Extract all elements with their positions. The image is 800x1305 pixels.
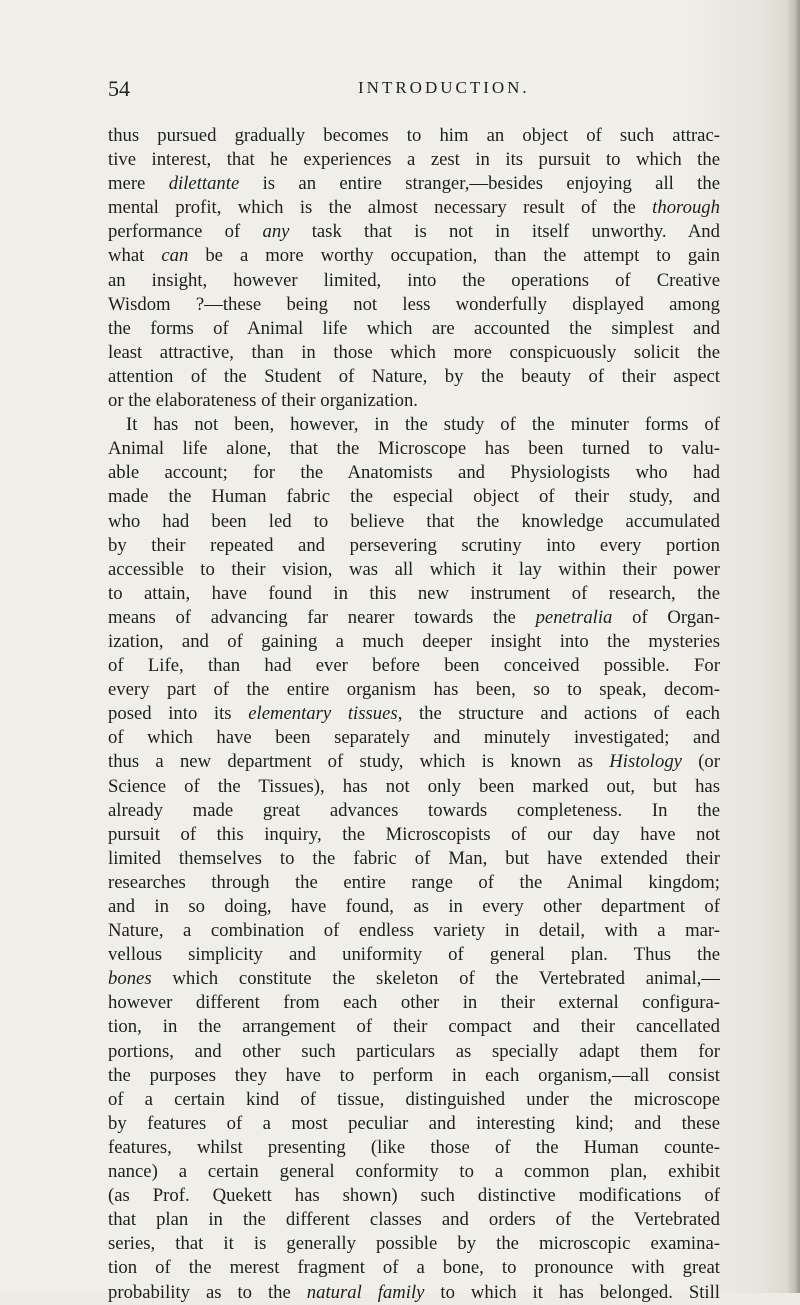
text-line <box>108 124 720 148</box>
text-run: mere <box>108 173 169 195</box>
italic-text: natural family <box>306 1281 425 1303</box>
text-line <box>108 582 720 606</box>
text-run: means of advancing far nearer towards the <box>108 606 536 628</box>
text-run: be a more worthy occupation, than the attempt to gain <box>188 245 720 267</box>
text-run: ization, and of gaining a much deeper insight into the mysteries <box>108 630 720 652</box>
text-run: by features of a most peculiar and interesting kind; and these <box>108 1112 720 1134</box>
text-run: tion, in the arrangement of their compact and their cancellated <box>108 1016 720 1038</box>
text-line <box>108 1136 720 1160</box>
text-line <box>108 943 720 967</box>
text-run: made the Human fabric the especial object of their study, and <box>108 486 720 508</box>
text-line <box>108 678 720 702</box>
text-run: of which have been separately and minutely investigated; and <box>108 727 720 749</box>
text-line <box>108 823 720 847</box>
text-run: to attain, have found in this new instrument of research, the <box>108 582 720 604</box>
text-line <box>108 413 720 437</box>
text-line <box>108 1208 720 1232</box>
italic-text: bones <box>108 968 152 990</box>
italic-text: dilettante <box>168 173 240 195</box>
text-run: of Organ- <box>612 606 720 628</box>
text-run: It has not been, however, in the study of the minuter forms of <box>126 414 720 436</box>
text-run: of Life, than had ever before been conceived possible. For <box>108 655 720 677</box>
text-run: able account; for the Anatomists and Physiologists who had <box>108 462 720 484</box>
text-run: Science of the Tissues), has not only been marked out, but has <box>108 775 720 797</box>
text-run: (as Prof. Quekett has shown) such distinctive modifications of <box>108 1185 720 1207</box>
running-head: INTRODUCTION. <box>358 78 530 97</box>
text-run: features, whilst presenting (like those of the Human counte- <box>108 1136 720 1158</box>
text-run: Animal life alone, that the Microscope has been turned to valu- <box>108 438 720 460</box>
text-run: or the elaborateness of their organization. <box>108 390 418 412</box>
text-run: (or <box>681 751 720 773</box>
text-run: researches through the entire range of the Animal kingdom; <box>108 871 720 893</box>
text-line <box>108 775 720 799</box>
text-line <box>108 1064 720 1088</box>
text-run: mental profit, which is the almost necessary result of the <box>108 197 653 219</box>
text-line <box>108 1040 720 1064</box>
text-run: that plan in the different classes and orders of the Vertebrated <box>108 1209 720 1231</box>
text-run: and in so doing, have found, as in every other department of <box>108 896 720 917</box>
text-run: who had been led to believe that the knowledge accumulated <box>108 510 720 532</box>
text-run: the forms of Animal life which are accounted the simplest and <box>108 317 720 339</box>
text-line <box>108 220 720 244</box>
text-run: performance of <box>108 221 263 243</box>
italic-text: penetralia <box>535 606 613 628</box>
text-line <box>108 750 720 774</box>
text-run: probability as to the <box>108 1281 307 1303</box>
text-line <box>108 365 720 389</box>
text-line <box>108 847 720 871</box>
text-run: series, that it is generally possible by the microscopic examina- <box>108 1233 720 1255</box>
page-header <box>108 76 716 108</box>
page-edge-shadow <box>786 0 800 1293</box>
text-line <box>108 702 720 726</box>
text-line <box>108 895 720 919</box>
text-line <box>108 148 720 172</box>
page-number: 54 <box>108 76 130 101</box>
italic-text: any <box>262 221 290 243</box>
text-run: the purposes they have to perform in each organism,—all consist <box>108 1064 720 1086</box>
text-run: of a certain kind of tissue, distinguished under the microscope <box>108 1088 720 1110</box>
text-run: which constitute the skeleton of the Vertebrated animal,— <box>151 968 720 990</box>
text-line <box>108 991 720 1015</box>
text-line <box>108 1112 720 1136</box>
text-line <box>108 799 720 823</box>
text-line <box>108 341 720 365</box>
text-run: an insight, however limited, into the operations of Creative <box>108 269 720 291</box>
italic-text: can <box>161 245 189 267</box>
text-line <box>108 317 720 341</box>
text-run: vellous simplicity and uniformity of general plan. Thus the <box>108 944 720 966</box>
text-run: attention of the Student of Nature, by the beauty of their aspect <box>108 365 720 387</box>
text-line <box>108 726 720 750</box>
text-line <box>108 1160 720 1184</box>
text-run: tive interest, that he experiences a zest in its pursuit to which the <box>108 149 720 171</box>
text-run: thus pursued gradually becomes to him an object of such attrac- <box>108 125 720 146</box>
text-line <box>108 389 720 413</box>
text-line <box>108 606 720 630</box>
text-run: Nature, a combination of endless variety in detail, with a mar- <box>108 920 720 942</box>
text-run: however different from each other in their external configura- <box>108 992 720 1014</box>
italic-text: thorough <box>652 197 720 219</box>
text-line <box>108 1184 720 1208</box>
text-run: accessible to their vision, was all which it lay within their power <box>108 558 720 580</box>
text-line <box>108 534 720 558</box>
text-run: nance) a certain general conformity to a common plan, exhibit <box>108 1161 720 1183</box>
text-line <box>108 485 720 509</box>
text-line <box>108 871 720 895</box>
text-run: is an entire stranger,—besides enjoying all the <box>239 173 720 195</box>
text-run: to which it has belonged. Still <box>424 1281 720 1303</box>
text-run: least attractive, than in those which more conspicuously solicit the <box>108 341 720 363</box>
text-run: by their repeated and persevering scrutiny into every portion <box>108 534 720 556</box>
text-line <box>108 558 720 582</box>
text-run: posed into its <box>108 703 249 725</box>
body-text <box>108 124 720 1305</box>
text-line <box>108 654 720 678</box>
text-line <box>108 196 720 220</box>
text-line <box>108 1232 720 1256</box>
text-run: limited themselves to the fabric of Man, but have extended their <box>108 847 720 869</box>
text-run: , the structure and actions of each <box>397 703 721 725</box>
text-line <box>108 172 720 196</box>
text-run: tion of the merest fragment of a bone, to pronounce with great <box>108 1257 720 1279</box>
text-run: every part of the entire organism has been, so to speak, decom- <box>108 679 720 701</box>
text-run: already made great advances towards completeness. In the <box>108 799 720 821</box>
text-line <box>108 269 720 293</box>
text-run: portions, and other such particulars as specially adapt them for <box>108 1040 720 1062</box>
text-line <box>108 461 720 485</box>
text-line <box>108 510 720 534</box>
text-line <box>108 244 720 268</box>
text-run: task that is not in itself unworthy. And <box>289 221 720 243</box>
text-line <box>108 1256 720 1280</box>
text-line <box>108 437 720 461</box>
text-line <box>108 1015 720 1039</box>
text-line <box>108 630 720 654</box>
text-run: thus a new department of study, which is known as <box>108 751 610 773</box>
text-line <box>108 967 720 991</box>
text-run: Wisdom ?—these being not less wonderfully displayed among <box>108 293 720 315</box>
text-run: pursuit of this inquiry, the Microscopists of our day have not <box>108 823 720 845</box>
text-run: what <box>108 245 162 267</box>
text-line <box>108 293 720 317</box>
italic-text: Histology <box>609 751 682 773</box>
text-line <box>108 919 720 943</box>
text-line <box>108 1088 720 1112</box>
italic-text: elementary tissues <box>248 703 398 725</box>
